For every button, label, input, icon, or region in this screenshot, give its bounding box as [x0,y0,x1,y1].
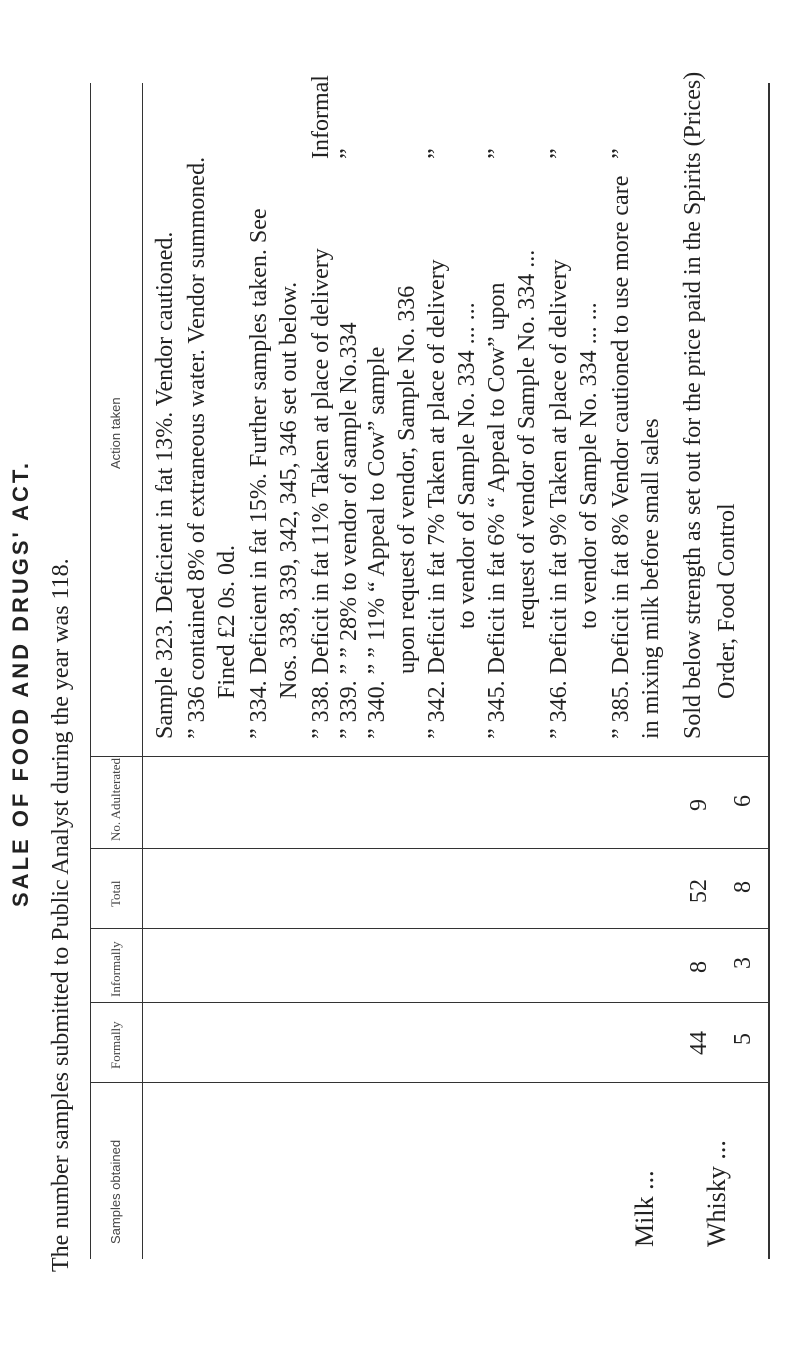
page-heading: SALE OF FOOD AND DRUGS' ACT. [8,460,33,907]
whisky-formal: 5 [730,1033,756,1045]
milk-total: 52 [686,879,712,903]
whisky-adulterated: 6 [730,795,756,807]
milk-action-line-10: ” 342. Deficit in fat 7% Taken at place of delivery [424,259,450,739]
milk-action-line-11: to vendor of Sample No. 334 ... ... [454,302,480,629]
milk-action-line-7: ” 339. ” ” 28% to vendor of sample No.334 [336,322,362,739]
milk-action-line-6: ” 338. Deficit in fat 11% Taken at place of delivery [308,248,334,739]
ditto-2: ” [424,148,450,159]
milk-action-line-17: in mixing milk before small sales [638,418,664,739]
col-divider-2 [90,1002,770,1003]
milk-action-line-16: ” 385. Deficit in fat 8% Vendor cautioned to use more care [608,175,634,739]
milk-action-line-2: ” 336 contained 8% of extraneous water. Vendor summoned. [184,156,210,739]
milk-action-line-5: Nos. 338, 339, 342, 345, 346 set out below. [276,281,302,699]
col-divider-4 [90,848,770,849]
header-action: Action taken [108,397,123,469]
milk-action-line-3: Fined £2 0s. 0d. [214,544,240,699]
milk-adulterated: 9 [686,799,712,811]
ditto-3: ” [484,148,510,159]
whisky-total: 8 [730,881,756,893]
header-informal: Informally [108,941,123,997]
milk-action-line-15: to vendor of Sample No. 334 ... ... [576,302,602,629]
header-formal: Formally [108,1021,123,1069]
milk-action-line-9: upon request of vendor, Sample No. 336 [394,285,420,674]
whisky-action-line-1: Sold below strength as set out for the price paid in the Spirits (Prices) [680,71,706,739]
whisky-name: Whisky ... [702,1140,731,1247]
ditto-4: ” [546,148,572,159]
milk-informal: 8 [686,961,712,973]
whisky-action-line-2: Order, Food Control [714,503,740,699]
header-samples: Samples obtained [108,1139,123,1244]
informal-label: Informal [308,75,334,159]
milk-action-line-8: ” 340. ” ” 11% “ Appeal to Cow” sample [364,346,390,739]
intro-text: The number samples submitted to Public Analyst during the year was 118. [48,558,74,1272]
milk-action-line-12: ” 345. Deficit in fat 6% “ Appeal to Cow” upon [484,282,510,739]
milk-action-line-14: ” 346. Deficit in fat 9% Taken at place of delivery [546,259,572,739]
milk-action-line-13: request of vendor of Sample No. 334 ... [514,249,540,629]
col-divider-3 [90,928,770,929]
samples-table [90,71,770,1259]
ditto-1: ” [336,148,362,159]
col-divider-1 [90,1082,770,1083]
milk-action-line-1: Sample 323. Deficient in fat 13%. Vendor cautioned. [152,231,178,739]
milk-formal: 44 [686,1031,712,1055]
col-divider-5 [90,756,770,757]
ditto-5: ” [608,148,634,159]
milk-action-line-4: ” 334. Deficient in fat 15%. Further samples taken. See [246,208,272,739]
whisky-informal: 3 [730,957,756,969]
header-adulterated: No. Adulterated [108,757,123,841]
milk-name: Milk ... [630,1170,659,1247]
header-total: Total [108,880,123,907]
